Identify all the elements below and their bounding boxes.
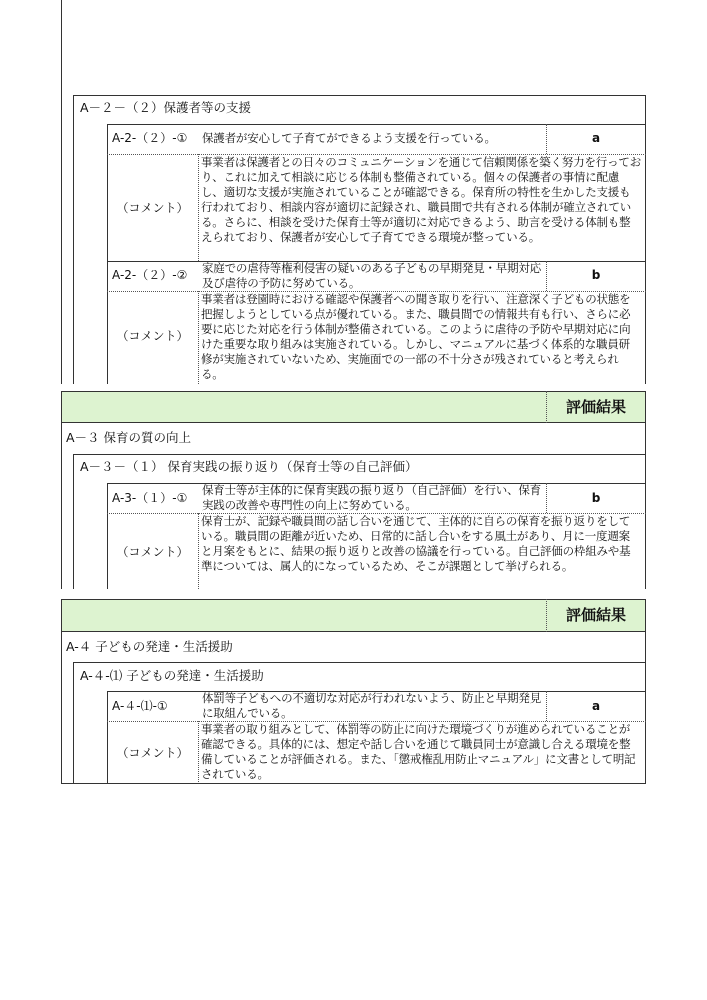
item-grade: b xyxy=(591,491,601,505)
item-code: A-2-（２）-② xyxy=(112,268,188,282)
comment-label: （コメント） xyxy=(116,545,189,559)
comment-text: 事業者の取り組みとして、体罰等の防止に向けた環境づくりが進められていることが確認できる。具体的には、想定や話し合いを通じて職員同士が意識し合える環境を整備していることが評価される。また、「懲戒権乱用防止マニュアル」に文書として明記されている。 xyxy=(201,722,636,781)
comment-divider xyxy=(198,721,199,784)
item-grade: b xyxy=(591,268,601,282)
evaluation-result-label: 評価結果 xyxy=(565,606,626,624)
item-code: A-2-（２）-① xyxy=(112,131,188,145)
item-criterion: 保護者が安心して子育てができるよう支援を行っている。 xyxy=(202,131,496,145)
comment-text: 保育士が、記録や職員間の話し合いを通じて、主体的に自らの保育を振り返りをしている。職員間の距離が近いため、日常的に話し合いをする風土があり、月に一度週案と月案をもとに、結果の振り返りと改善の協議を行っている。自己評価の枠組みや基準については、属人的になっているため、そこが課題として挙げられる。 xyxy=(201,514,631,573)
item-grade: a xyxy=(591,699,601,713)
comment-text: 事業者は保護者との日々のコミュニケーションを通じて信頼関係を築く努力を行っており、これに加えて相談に応じる体制も整備されている。個々の保護者の事情に配慮し、適切な支援が実施されていることが確認できる。保育所の特性を生かした支援も行われており、相談内容が適切に記録され、職員間で共有される体制が確立されている。さらに、相談を受けた保育士等が適切に対応できるよう、助言を受ける体制も整えられており、保護者が安心して子育てできる環境が整っている。 xyxy=(201,155,642,244)
section-a2-outer-left-border xyxy=(61,0,62,384)
comment-divider xyxy=(198,513,199,589)
comment-label: （コメント） xyxy=(116,201,189,215)
comment-divider xyxy=(198,291,199,384)
item-grade: a xyxy=(591,131,601,145)
comment-label: （コメント） xyxy=(116,746,189,760)
section-a2-title: A－２－（２）保護者等の支援 xyxy=(80,100,252,115)
bottom-border xyxy=(61,783,646,784)
item-criterion: 体罰等子どもへの不適切な対応が行われないよう、防止と早期発見に取組んでいる。 xyxy=(202,691,541,720)
item-code: A-3-（１）-① xyxy=(112,491,188,505)
comment-divider xyxy=(198,154,199,261)
item-criterion: 家庭での虐待等権利侵害の疑いのある子どもの早期発見・早期対応及び虐待の予防に努めている。 xyxy=(202,261,541,290)
section-a3-sub-title: A－３－（１） 保育実践の振り返り（保育士等の自己評価） xyxy=(80,459,418,474)
item-code: A-４-⑴-① xyxy=(112,699,168,713)
section-a3-title: A－３ 保育の質の向上 xyxy=(66,430,192,445)
comment-text: 事業者は登園時における確認や保護者への聞き取りを行い、注意深く子どもの状態を把握しようとしている点が優れている。また、職員間での情報共有も行い、さらに必要に応じた対応を行う体制が整備されている。このように虐待の予防や早期対応に向けた重要な取り組みは実施されている。しかし、マニュアルに基づく体系的な職員研修が実施されていないため、実施面での一部の不十分さが残されていると考えられる。 xyxy=(201,292,631,381)
section-a4-title: A-４ 子どもの発達・生活援助 xyxy=(66,639,233,654)
comment-label: （コメント） xyxy=(116,329,189,343)
evaluation-result-label: 評価結果 xyxy=(565,398,626,416)
section-a4-sub-title: A-４-⑴ 子どもの発達・生活援助 xyxy=(80,668,264,683)
item-criterion: 保育士等が主体的に保育実践の振り返り（自己評価）を行い、保育実践の改善や専門性の向上に努めている。 xyxy=(202,483,541,512)
